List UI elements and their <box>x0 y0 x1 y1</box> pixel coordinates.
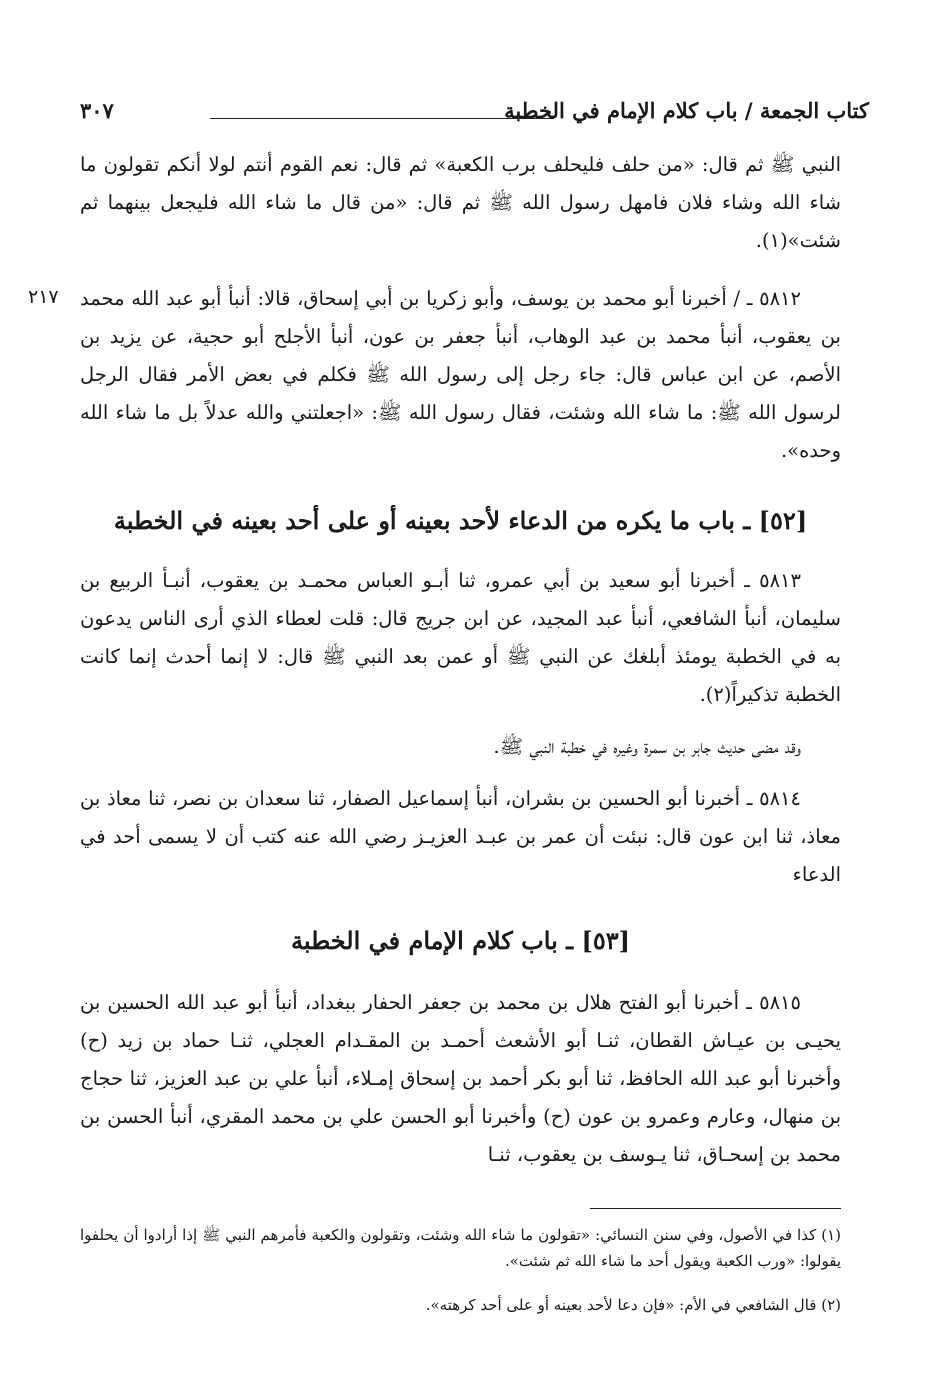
hadith-5812: ٥٨١٢ ـ / أخبرنا أبو محمد بن يوسف، وأبو زكريا بن أبي إسحاق، قالا: أنبأ أبو عبد الله محمد بن يعقوب، أنبأ محمد بن عبد الوهاب، أنبأ جعفر بن عون، أنبأ الأجلح أبو حجية، عن يزيد بن الأصم، عن ابن عباس قال: جاء رجل إلى رسول الله ﷺ فكلم في بعض الأمر فقال الرجل لرسول الله ﷺ: ما شاء الله وشئت، فقال رسول الله ﷺ: «اجعلتني والله عدلاً بل ما شاء الله وحده». <box>80 287 841 462</box>
note-paragraph: وقد مضى حديث جابر بن سمرة وغيره في خطبة النبي ﷺ. <box>493 735 801 758</box>
chapter-heading-52: [٥٢] ـ باب ما يكره من الدعاء لأحد بعينه أو على أحد بعينه في الخطبة <box>113 506 808 535</box>
running-header <box>80 98 869 132</box>
footnote-1: (١) كذا في الأصول، وفي سنن النسائي: «تقولون ما شاء الله وشئت، وتقولون والكعبة فأمرهم النبي ﷺ إذا أرادوا أن يحلفوا يقولوا: «ورب الكعبة ويقول أحد ما شاء الله ثم شئت». <box>80 1226 841 1270</box>
footnote-2: (٢) قال الشافعي في الأم: «فإن دعا لأحد بعينه أو على أحد كرهته». <box>425 1296 841 1314</box>
margin-page-marker: ٢١٧ <box>28 286 59 308</box>
header-rule <box>210 118 554 119</box>
chapter-heading-53: [٥٣] ـ باب كلام الإمام في الخطبة <box>291 926 630 955</box>
paragraph-continuation: النبي ﷺ ثم قال: «من حلف فليحلف برب الكعبة» ثم قال: نعم القوم أنتم لولا أنكم تقولون ما شاء الله وشاء فلان فامهل رسول الله ﷺ ثم قال: «من قال ما شاء الله فليجعل بينهما ثم شئت»(١). <box>80 153 841 252</box>
hadith-5814: ٥٨١٤ ـ أخبرنا أبو الحسين بن بشران، أنبأ إسماعيل الصفار، ثنا سعدان بن نصر، ثنا معاذ بن معاذ، ثنا ابن عون قال: نبئت أن عمر بن عبـد العزيـز رضي الله عنه كتب أن لا يسمى أحد في الدعاء <box>80 787 841 886</box>
hadith-5815: ٥٨١٥ ـ أخبرنا أبو الفتح هلال بن محمد بن جعفر الحفار ببغداد، أنبأ أبو عبد الله الحسين بن يحيـى بن عيـاش القطان، ثنـا أبو الأشعث أحمـد بن المقـدام العجلي، ثنـا حماد بن زيد (ح) وأخبرنا أبو عبد الله الحافظ، ثنا أبو بكر أحمد بن إسحاق إمـلاء، أنبأ علي بن عبد العزيز، ثنا حجاج بن منهال، وعارم وعمرو بن عون (ح) وأخبرنا أبو الحسن علي بن محمد المقري، أنبأ الحسن بن محمد بن إسحـاق، ثنا يـوسف بن يعقوب، ثنـا <box>80 991 841 1166</box>
footnote-separator <box>590 1208 841 1209</box>
page-number: ٣٠٧ <box>80 98 114 123</box>
hadith-5813: ٥٨١٣ ـ أخبرنا أبو سعيد بن أبي عمرو، ثنا أبـو العباس محمـد بن يعقوب، أنبـأ الربيع بن سليمان، أنبأ الشافعي، أنبأ عبد المجيد، عن ابن جريج قال: قلت لعطاء الذي أرى الناس يدعون به في الخطبة يومئذ أبلغك عن النبي ﷺ أو عمن بعد النبي ﷺ قال: لا إنما أحدث إنما كانت الخطبة تذكيراً(٢). <box>80 569 841 706</box>
header-title: كتاب الجمعة / باب كلام الإمام في الخطبة <box>504 98 869 123</box>
